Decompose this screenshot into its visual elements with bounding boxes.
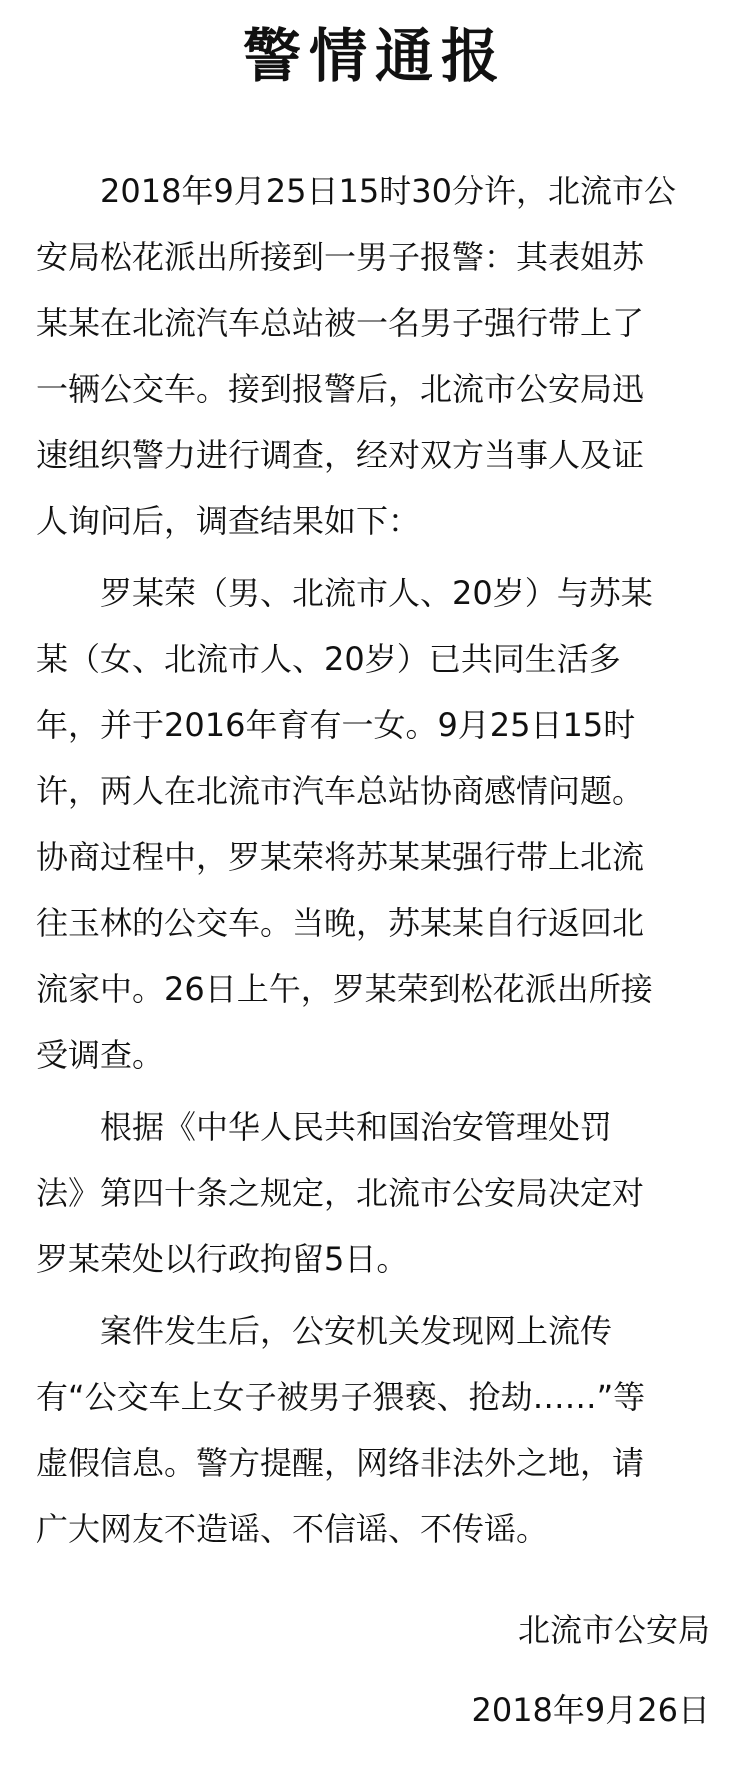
paragraph-line: 速组织警力进行调查，经对双方当事人及证 (36, 436, 645, 474)
paragraph-findings (36, 560, 716, 1088)
paragraph-warning (36, 1298, 716, 1562)
paragraph-decision (36, 1094, 716, 1292)
paragraph-line: 受调查。 (36, 1036, 165, 1074)
paragraph-line: 流家中。26日上午，罗某荣到松花派出所接 (36, 970, 653, 1008)
signature-organization: 北流市公安局 (517, 1611, 710, 1649)
notice-body (36, 158, 716, 1562)
paragraph-line: 广大网友不造谣、不信谣、不传谣。 (36, 1510, 549, 1548)
paragraph-line: 一辆公交车。接到报警后，北流市公安局迅 (36, 370, 645, 408)
paragraph-report (36, 158, 716, 554)
paragraph-line: 罗某荣处以行政拘留5日。 (36, 1240, 409, 1278)
paragraph-line: 2018年9月25日15时30分许，北流市公 (100, 172, 676, 210)
paragraph-line: 虚假信息。警方提醒，网络非法外之地，请 (36, 1444, 645, 1482)
paragraph-line: 年，并于2016年育有一女。9月25日15时 (36, 706, 636, 744)
paragraph-line: 往玉林的公交车。当晚，苏某某自行返回北 (36, 904, 645, 942)
paragraph-line: 人询问后，调查结果如下： (36, 502, 421, 540)
paragraph-line: 案件发生后，公安机关发现网上流传 (100, 1312, 613, 1350)
paragraph-line: 法》第四十条之规定，北流市公安局决定对 (36, 1174, 645, 1212)
paragraph-line: 安局松花派出所接到一男子报警：其表姐苏 (36, 238, 645, 276)
signature-date: 2018年9月26日 (471, 1691, 710, 1729)
paragraph-line: 有“公交车上女子被男子猥亵、抢劫……”等 (36, 1378, 646, 1416)
paragraph-line: 罗某荣（男、北流市人、20岁）与苏某 (100, 574, 653, 612)
paragraph-line: 许，两人在北流市汽车总站协商感情问题。 (36, 772, 645, 810)
page-title: 警情通报 (242, 22, 507, 90)
paragraph-line: 协商过程中，罗某荣将苏某某强行带上北流 (36, 838, 645, 876)
paragraph-line: 某某在北流汽车总站被一名男子强行带上了 (36, 304, 645, 342)
paragraph-line: 根据《中华人民共和国治安管理处罚 (100, 1108, 613, 1146)
paragraph-line: 某（女、北流市人、20岁）已共同生活多 (36, 640, 621, 678)
